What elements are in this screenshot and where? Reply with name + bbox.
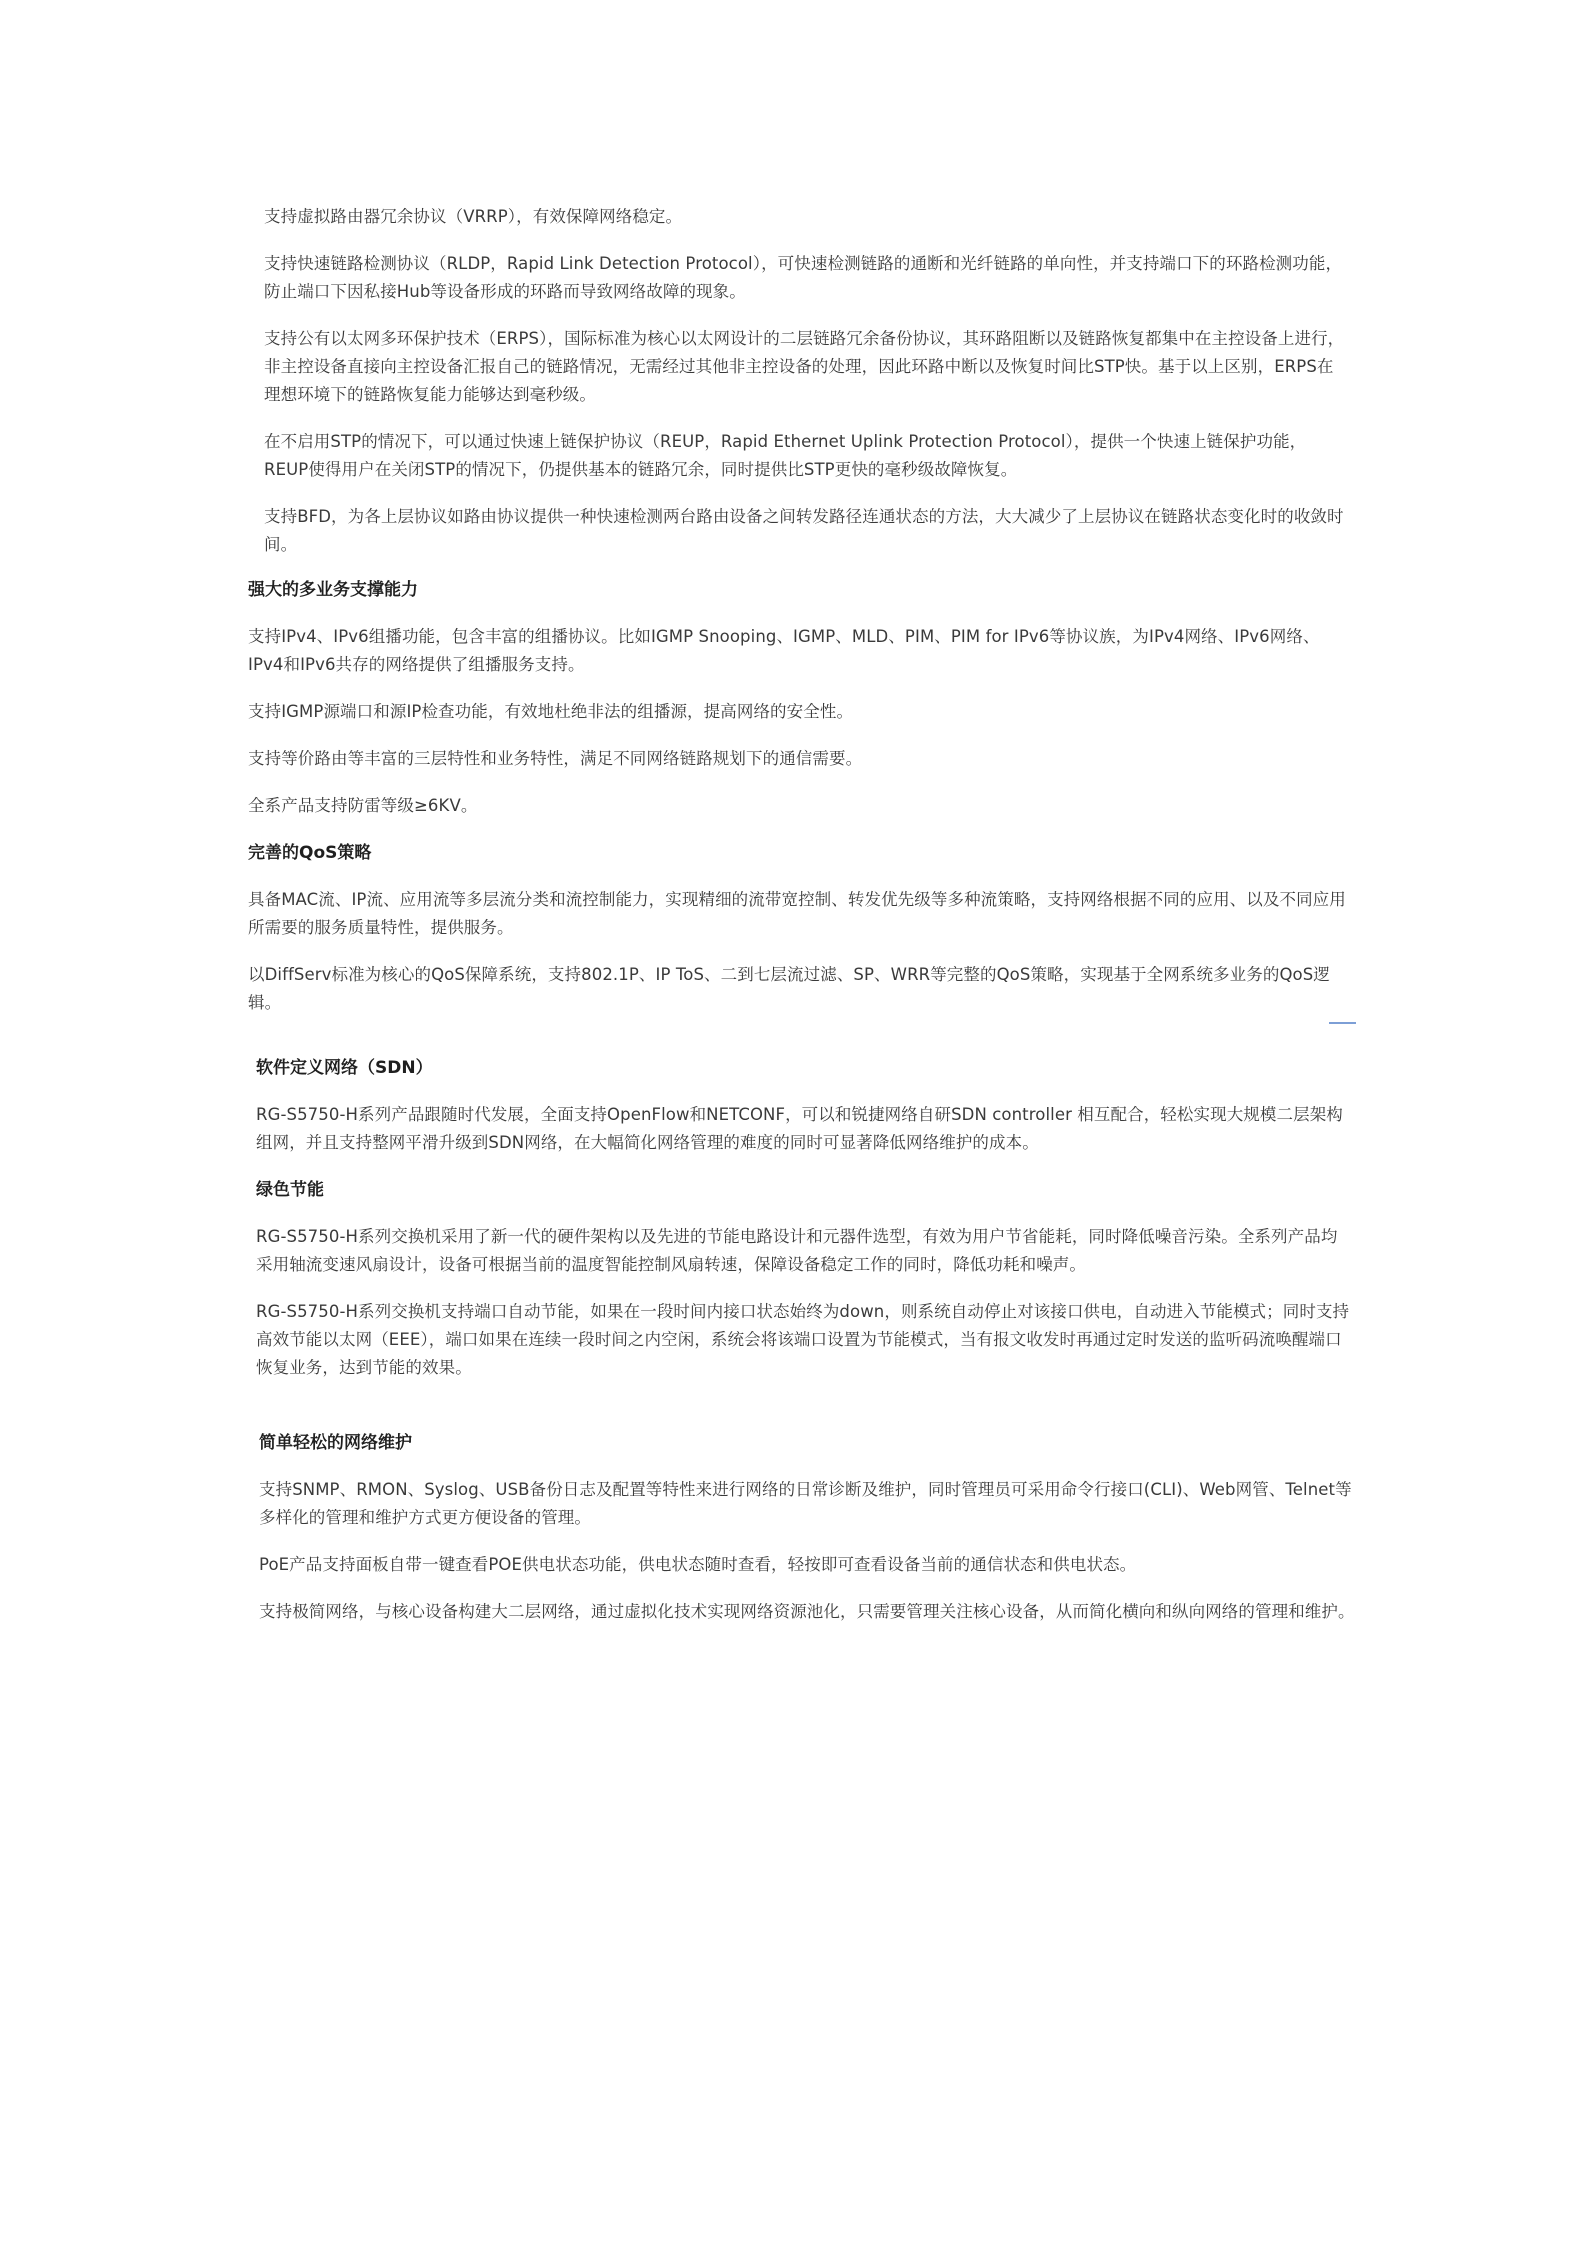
maintenance-section — [259, 1429, 1355, 1645]
paragraph-snmp: 支持SNMP、RMON、Syslog、USB备份日志及配置等特性来进行网络的日常诊断及维护，同时管理员可采用命令行接口(CLI)、Web网管、Telnet等多样化的管理和维护方式更方便设备的管理。 — [259, 1480, 1352, 1527]
paragraph-qos-diffserv: 以DiffServ标准为核心的QoS保障系统，支持802.1P、IP ToS、二到七层流过滤、SP、WRR等完整的QoS策略，实现基于全网系统多业务的QoS逻辑。 — [248, 965, 1330, 1012]
heading-sdn: 软件定义网络（SDN） — [256, 1058, 433, 1078]
paragraph-poe: PoE产品支持面板自带一键查看POE供电状态功能，供电状态随时查看，轻按即可查看设备当前的通信状态和供电状态。 — [259, 1555, 1137, 1574]
paragraph-qos-flow: 具备MAC流、IP流、应用流等多层流分类和流控制能力，实现精细的流带宽控制、转发优先级等多种流策略，支持网络根据不同的应用、以及不同应用所需要的服务质量特性，提供服务。 — [248, 890, 1346, 937]
heading-multi-service: 强大的多业务支撑能力 — [248, 580, 418, 600]
heading-qos: 完善的QoS策略 — [248, 843, 372, 863]
multi-service-section — [248, 576, 1352, 1036]
paragraph-ecmp: 支持等价路由等丰富的三层特性和业务特性，满足不同网络链路规划下的通信需要。 — [248, 749, 863, 768]
paragraph-lightning: 全系产品支持防雷等级≥6KV。 — [248, 796, 478, 815]
paragraph-erps: 支持公有以太网多环保护技术（ERPS），国际标准为核心以太网设计的二层链路冗余备份协议，其环路阻断以及链路恢复都集中在主控设备上进行，非主控设备直接向主控设备汇报自己的链路情况，无需经过其他非主控设备的处理，因此环路中断以及恢复时间比STP快。基于以上区别，ERPS在理想环境下的链路恢复能力能够达到毫秒级。 — [264, 329, 1345, 404]
paragraph-reup: 在不启用STP的情况下，可以通过快速上链保护协议（REUP，Rapid Ethernet Uplink Protection Protocol），提供一个快速上链保护功能，REUP使得用户在关闭STP的情况下，仍提供基本的链路冗余，同时提供比STP更快的毫秒级故障恢复。 — [264, 432, 1307, 479]
paragraph-simple-network: 支持极简网络，与核心设备构建大二层网络，通过虚拟化技术实现网络资源池化，只需要管理关注核心设备，从而简化横向和纵向网络的管理和维护。 — [259, 1602, 1355, 1621]
paragraph-vrrp: 支持虚拟路由器冗余协议（VRRP），有效保障网络稳定。 — [264, 207, 683, 226]
paragraph-sdn: RG-S5750-H系列产品跟随时代发展，全面支持OpenFlow和NETCONF，可以和锐捷网络自研SDN controller 相互配合，轻松实现大规模二层架构组网，并且支持整网平滑升级到SDN网络，在大幅简化网络管理的难度的同时可显著降低网络维护的成本。 — [256, 1105, 1343, 1152]
paragraph-igmp-check: 支持IGMP源端口和源IP检查功能，有效地杜绝非法的组播源，提高网络的安全性。 — [248, 702, 854, 721]
accent-divider — [1329, 1022, 1356, 1024]
paragraph-rldp: 支持快速链路检测协议（RLDP，Rapid Link Detection Protocol），可快速检测链路的通断和光纤链路的单向性，并支持端口下的环路检测功能，防止端口下因私接Hub等设备形成的环路而导致网络故障的现象。 — [264, 254, 1343, 301]
heading-maintenance: 简单轻松的网络维护 — [259, 1433, 412, 1453]
reliability-section — [264, 203, 1349, 578]
paragraph-green-eee: RG-S5750-H系列交换机支持端口自动节能，如果在一段时间内接口状态始终为down，则系统自动停止对该接口供电，自动进入节能模式；同时支持高效节能以太网（EEE），端口如果在连续一段时间之内空闲，系统会将该端口设置为节能模式，当有报文收发时再通过定时发送的监听码流唤醒端口恢复业务，达到节能的效果。 — [256, 1302, 1350, 1377]
paragraph-multicast: 支持IPv4、IPv6组播功能，包含丰富的组播协议。比如IGMP Snooping、IGMP、MLD、PIM、PIM for IPv6等协议族，为IPv4网络、IPv6网络、IPv4和IPv6共存的网络提供了组播服务支持。 — [248, 627, 1320, 674]
sdn-green-section — [256, 1054, 1352, 1401]
paragraph-green-hardware: RG-S5750-H系列交换机采用了新一代的硬件架构以及先进的节能电路设计和元器件选型，有效为用户节省能耗，同时降低噪音污染。全系列产品均采用轴流变速风扇设计，设备可根据当前的温度智能控制风扇转速，保障设备稳定工作的同时，降低功耗和噪声。 — [256, 1227, 1338, 1274]
paragraph-bfd: 支持BFD，为各上层协议如路由协议提供一种快速检测两台路由设备之间转发路径连通状态的方法，大大减少了上层协议在链路状态变化时的收敛时间。 — [264, 507, 1344, 554]
heading-green: 绿色节能 — [256, 1180, 324, 1200]
